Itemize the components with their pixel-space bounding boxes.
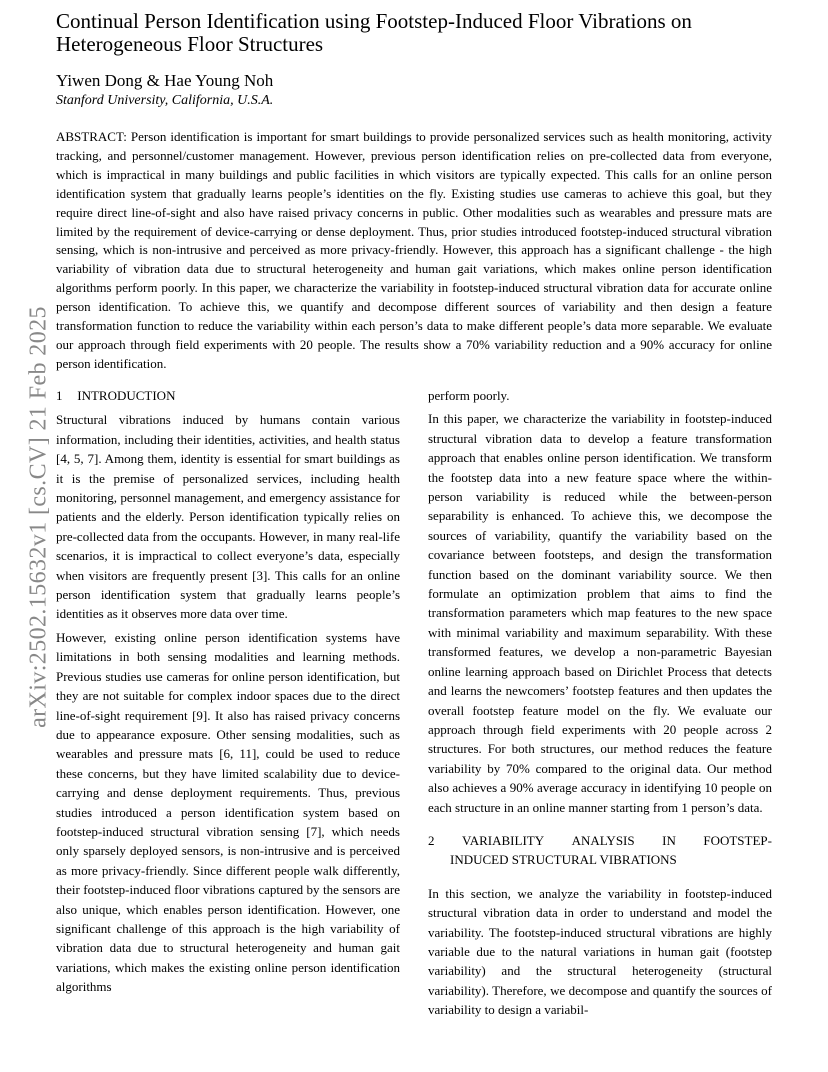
section-number: 1 [56, 388, 63, 403]
section-title-word: VARIABILITY [462, 832, 545, 848]
author-affiliation: Stanford University, California, U.S.A. [56, 93, 274, 108]
section-heading-variability-analysis [428, 831, 772, 870]
left-column [56, 386, 400, 1001]
section-title-continued: INDUCED STRUCTURAL VIBRATIONS [450, 852, 677, 868]
variability-paragraph-1: In this section, we analyze the variability in footstep-induced structural vibration data in order to understand and model the variability. The footstep-induced structural vibrations are highly variable due to the natural variations in human gait (footstep variability) and the structural heterogeneity (structural variability). Therefore, we decompose and quantify the sources of variability to design a variabil- [428, 885, 772, 1018]
paper-title: Continual Person Identification using Footstep-Induced Floor Vibrations on Heterogeneous Floor Structures [56, 9, 692, 56]
intro-paragraph-2-continued: perform poorly. [428, 388, 510, 403]
section-number: 2 [428, 832, 435, 848]
section-title: INTRODUCTION [77, 388, 176, 403]
abstract: ABSTRACT: Person identification is important for smart buildings to provide personalized services such as health monitoring, activity tracking, and personnel/customer management. However, previous person identification relies on pre-collected data from everyone, which is impractical in many buildings and public facilities in which visitors are typically expected. This calls for an online person identification system that gradually learns people’s identities on the fly. Existing studies use cameras to achieve this goal, but they require direct line-of-sight and also have raised privacy concerns in public. Other modalities such as wearables and pressure mats are limited by the requirement of device-carrying or dense deployment. Thus, prior studies introduced footstep-induced structural vibration sensing, which is non-intrusive and perceived as more privacy-friendly. However, this approach has a significant challenge - the high variability of vibration data due to structural heterogeneity and human gait variations, which makes online person identification algorithms perform poorly. In this paper, we characterize the variability in footstep-induced structural vibration data for accurate online person identification. To achieve this, we quantify and decompose different sources of variability and then design a feature transformation function to reduce the variability within each person’s data to make different people’s data more separable. We evaluate our approach through field experiments with 20 people. The results show a 70% variability reduction and a 90% accuracy for online person identification. [56, 129, 772, 371]
intro-paragraph-1: Structural vibrations induced by humans contain various information, including their identities, activities, and health status [4, 5, 7]. Among them, identity is essential for smart buildings as it is the premise of personalized services, including health monitoring, personnel management, and emergency assistance for patients and the elderly. Person identification typically relies on pre-collected data from the occupants. However, in many real-life scenarios, it is impractical to collect everyone’s data, especially when visitors are frequently present [3]. This calls for an online person identification system that gradually learns people’s identities as it observes more data over time. [56, 412, 400, 622]
arxiv-sidebar-stamp [24, 282, 54, 752]
section-title-word: IN [662, 832, 676, 848]
section-title-word: ANALYSIS [571, 832, 635, 848]
section-heading-introduction [56, 386, 400, 405]
author-list: Yiwen Dong & Hae Young Noh [56, 71, 274, 90]
section-title-word: FOOTSTEP- [703, 832, 772, 848]
right-column [428, 386, 772, 1024]
intro-paragraph-3: In this paper, we characterize the variability in footstep-induced structural vibration data to develop a feature transformation approach that enables online person identification. We transform the footstep data into a new feature space where the within-person variability is reduced while the between-person separability is enhanced. To achieve this, we decompose the sources of variability, quantify the variability based on the covariance between footsteps, and design the transformation function based on the dominant variability source. We then formulate an optimization problem that aims to find the transformation parameters which map features to the new space with minimal variability and maximum separability. With these transformed features, we develop a non-parametric Bayesian online learning approach based on Dirichlet Process that detects and learns the newcomers’ footstep features and then updates the overall footstep feature model on the fly. We evaluate our approach through field experiments with 20 people across 2 structures. For both structures, our method reduces the feature variability by 70% compared to the original data. Our method also achieves a 90% average accuracy in identifying 10 people on each structure in an online manner starting from 1 person’s data. [428, 411, 772, 815]
intro-paragraph-2: However, existing online person identification systems have limitations in both sensing modalities and learning methods. Previous studies use cameras for online person identification, but they are not suitable for complex indoor spaces due to the direct line-of-sight requirement [9]. It also has raised privacy concerns due to appearance exposure. Other sensing modalities, such as wearables and pressure mats [6, 11], could be used to reduce these concerns, but they have limited scalability due to device-carrying and dense deployment requirements. Thus, previous studies introduced a person identification system based on footstep-induced structural vibration sensing [7], which needs only sparsely deployed sensors, is non-intrusive and is perceived as more privacy-friendly. Since different people walk differently, their footstep-induced floor vibrations captured by the sensors are also unique, which enables person identification. However, one significant challenge of this approach is the high variability of vibration data due to structural heterogeneity and human gait variations, which makes the existing online person identification algorithms [56, 629, 400, 995]
arxiv-identifier: arXiv:2502.15632v1 [cs.CV] 21 Feb 2025 [25, 306, 52, 728]
